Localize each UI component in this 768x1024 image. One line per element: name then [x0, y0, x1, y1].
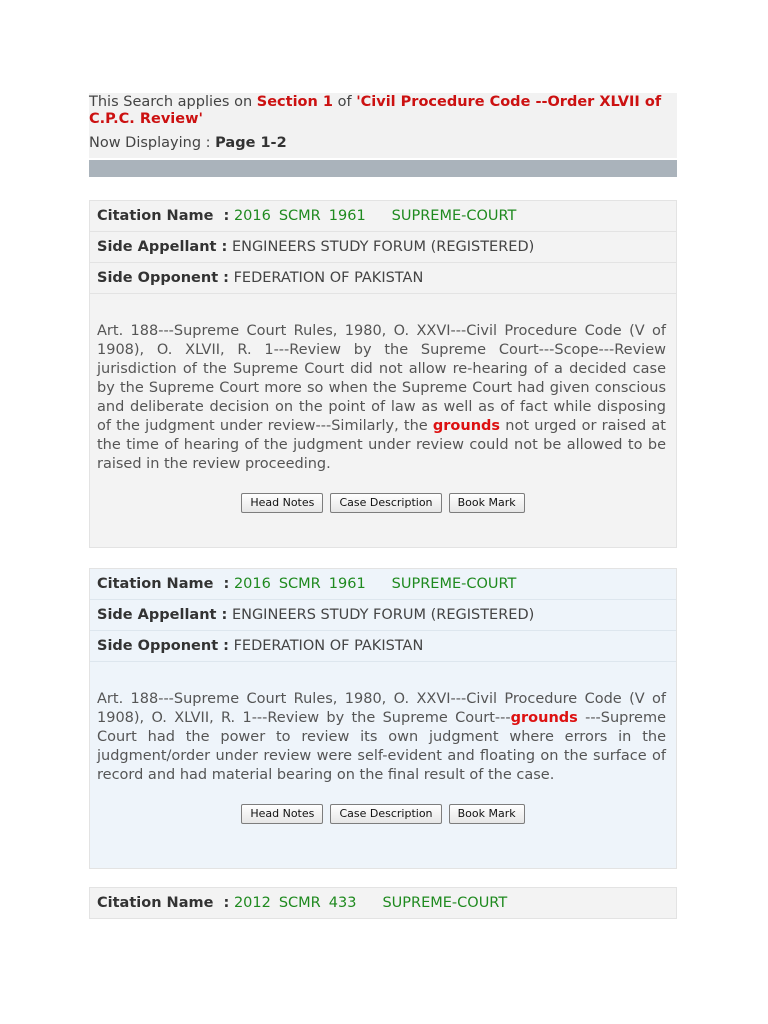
- opponent-label: Side Opponent :: [97, 270, 229, 286]
- search-section: Section 1: [256, 94, 333, 110]
- case-summary: Art. 188---Supreme Court Rules, 1980, O. XXVI---Civil Procedure Code (V of 1908), O. XLVII, R. 1---Review by the Supreme Court---grounds ---Supreme Court had the power to review its own judgment where errors in the judgment/order under review were self-evident and floating on the surface of record and had material bearing on the final result of the case.: [97, 691, 666, 783]
- head-notes-button[interactable]: Head Notes: [241, 493, 323, 513]
- header-divider-bar: [89, 160, 677, 177]
- case-summary: Art. 188---Supreme Court Rules, 1980, O. XXVI---Civil Procedure Code (V of 1908), O. XLVII, R. 1---Review by the Supreme Court---Scope---Review jurisdiction of the Supreme Court did not allow re-hearing of a decided case by the Supreme Court more so when the Supreme Court had given conscious and deliberate decision on the point of law as well as of fact while disposing of the judgment under review---Similarly, the grounds not urged or raised at the time of hearing of the judgment under review could not be allowed to be raised in the review proceeding.: [97, 323, 666, 472]
- opponent-label: Side Opponent :: [97, 638, 229, 654]
- citation-reporter: SCMR: [278, 576, 321, 592]
- now-displaying: [89, 128, 677, 158]
- citation-year: 2016: [233, 576, 271, 592]
- court-name: SUPREME-COURT: [391, 576, 517, 592]
- citation-number: 433: [328, 895, 357, 911]
- search-of: of: [332, 94, 357, 110]
- appellant-value: ENGINEERS STUDY FORUM (REGISTERED): [231, 239, 535, 255]
- case-description-button[interactable]: Case Description: [330, 804, 441, 824]
- head-notes-button[interactable]: Head Notes: [241, 804, 323, 824]
- citation-number: 1961: [328, 576, 366, 592]
- appellant-row: [90, 600, 676, 631]
- case-description-button[interactable]: Case Description: [330, 493, 441, 513]
- search-code: 'Civil Procedure Code --Order XLVII of C.P.C. Review': [89, 94, 662, 127]
- search-scope-text: [89, 93, 677, 128]
- citation-year: 2016: [233, 208, 271, 224]
- highlight-term: grounds: [432, 418, 501, 434]
- opponent-value: FEDERATION OF PAKISTAN: [233, 638, 424, 654]
- citation-reporter: SCMR: [278, 895, 321, 911]
- opponent-row: [90, 631, 676, 662]
- book-mark-button[interactable]: Book Mark: [449, 493, 525, 513]
- citation-label: Citation Name :: [97, 576, 230, 592]
- opponent-row: [90, 263, 676, 294]
- now-displaying-label: Now Displaying :: [89, 135, 216, 151]
- highlight-term: grounds: [510, 710, 578, 726]
- citation-row: [90, 888, 676, 918]
- result-card: [89, 200, 677, 548]
- citation-label: Citation Name :: [97, 895, 230, 911]
- search-prefix: This Search applies on: [89, 94, 257, 110]
- page-range: Page 1-2: [215, 135, 287, 151]
- appellant-row: [90, 232, 676, 263]
- result-card: [89, 887, 677, 919]
- action-buttons: [90, 802, 676, 824]
- appellant-value: ENGINEERS STUDY FORUM (REGISTERED): [231, 607, 535, 623]
- citation-row: [90, 569, 676, 600]
- book-mark-button[interactable]: Book Mark: [449, 804, 525, 824]
- citation-year: 2012: [233, 895, 271, 911]
- result-card: [89, 568, 677, 869]
- citation-row: [90, 201, 676, 232]
- opponent-value: FEDERATION OF PAKISTAN: [233, 270, 424, 286]
- appellant-label: Side Appellant :: [97, 607, 228, 623]
- citation-reporter: SCMR: [278, 208, 321, 224]
- court-name: SUPREME-COURT: [391, 208, 517, 224]
- action-buttons: [90, 491, 676, 513]
- citation-number: 1961: [328, 208, 366, 224]
- court-name: SUPREME-COURT: [382, 895, 508, 911]
- citation-label: Citation Name :: [97, 208, 230, 224]
- appellant-label: Side Appellant :: [97, 239, 228, 255]
- search-results-page: [89, 93, 677, 919]
